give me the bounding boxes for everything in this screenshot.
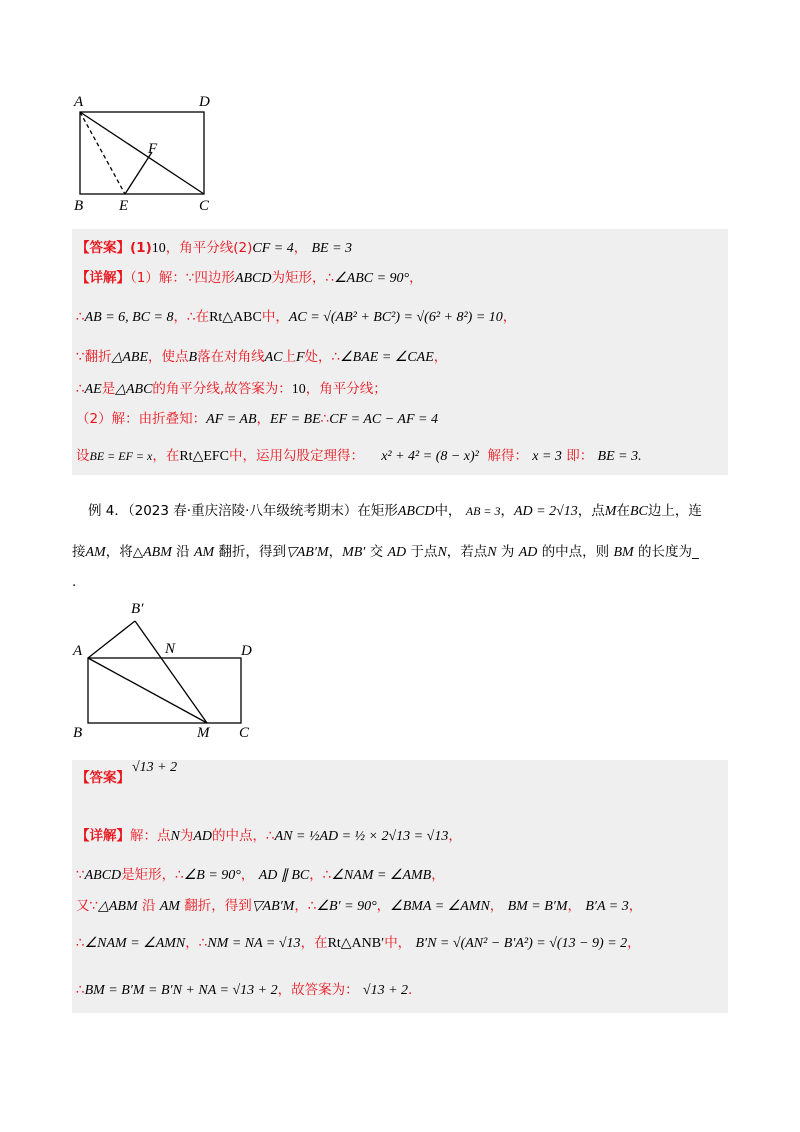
sol2-detail-line-3: 又∵△ABM 沿 AM 翻折，得到▽AB′M，∴∠B′ = 90°，∠BMA = ∠AMN， BM = B′M， B′A = 3， xyxy=(76,898,643,914)
sol1-detail-line-5: （2）解：由折叠知：AF = AB，EF = BE∴CF = AC − AF = 4 xyxy=(76,411,438,427)
segment-ef xyxy=(125,152,152,194)
example-4-line-2: 接AM，将△ABM 沿 AM 翻折，得到▽AB′M，MB′ 交 AD 于点N，若点N 为 AD 的中点，则 BM 的长度为_ xyxy=(72,544,699,560)
fig2-label-a: A xyxy=(73,643,83,659)
sol2-detail-line-2: ∵ABCD是矩形，∴∠B = 90°， AD ∥ BC，∴∠NAM = ∠AMB， xyxy=(76,867,445,883)
fig2-label-m: M xyxy=(197,725,210,741)
diagonal-ac xyxy=(80,112,204,194)
sol1-detail-line-2: ∴AB = 6, BC = 8，∴在Rt△ABC中，AC = √(AB² + BC²) = √(6² + 8²) = 10， xyxy=(76,309,517,325)
segment-ae-dashed xyxy=(80,112,125,194)
fig1-label-c: C xyxy=(199,198,210,214)
fig1-label-b: B xyxy=(74,198,84,214)
example-4-line-1: 例 4．（2023 春·重庆涪陵·八年级统考期末）在矩形ABCD中， AB = 3，AD = 2√13，点M在BC边上，连 xyxy=(88,503,702,519)
sol1-detail-line-4: ∴AE是△ABC的角平分线,故答案为：10，角平分线； xyxy=(76,381,387,397)
fig1-label-a: A xyxy=(74,94,84,110)
fig1-label-d: D xyxy=(199,94,210,110)
segment-ab-prime xyxy=(88,621,135,658)
fig2-label-b: B xyxy=(73,725,83,741)
segment-am xyxy=(88,658,207,723)
example-4-line-3: . xyxy=(72,574,77,590)
sol2-answer-value: √13 + 2 xyxy=(132,760,178,775)
sol2-detail-line-5: ∴BM = B′M = B′N + NA = √13 + 2，故答案为： √13 + 2. xyxy=(76,982,413,998)
fig2-label-b-prime: B′ xyxy=(131,601,144,617)
sol1-detail-line-3: ∵翻折△ABE，使点B落在对角线AC上F处，∴∠BAE = ∠CAE， xyxy=(76,349,448,365)
sol2-detail-line-1: 【详解】解：点N为AD的中点，∴AN = ½AD = ½ × 2√13 = √13， xyxy=(76,828,462,844)
segment-b-prime-m xyxy=(135,621,207,723)
sol1-detail-line-6: 设BE = EF = x，在Rt△EFC中，运用勾股定理得： x² + 4² = (8 − x)² 解得： x = 3 即： BE = 3. xyxy=(76,448,642,464)
fig1-label-f: F xyxy=(148,141,158,157)
fig1-label-e: E xyxy=(119,198,129,214)
sol2-answer-line: 【答案】 xyxy=(76,770,130,786)
sol1-answer-line: 【答案】(1)10，角平分线(2)CF = 4， BE = 3 xyxy=(76,240,353,256)
rectangle-abcd-2 xyxy=(88,658,241,723)
solution-2-panel xyxy=(72,760,728,1013)
figure-2-diagram xyxy=(70,600,260,740)
fig2-label-d: D xyxy=(241,643,252,659)
fig2-label-n: N xyxy=(165,641,176,657)
sol2-detail-line-4: ∴∠NAM = ∠AMN，∴NM = NA = √13，在Rt△ANB′中， B′N = √(AN² − B′A²) = √(13 − 9) = 2， xyxy=(76,935,641,951)
sol1-detail-line-1: 【详解】（1）解：∵四边形ABCD为矩形，∴∠ABC = 90°， xyxy=(76,270,423,286)
fig2-label-c: C xyxy=(239,725,250,741)
